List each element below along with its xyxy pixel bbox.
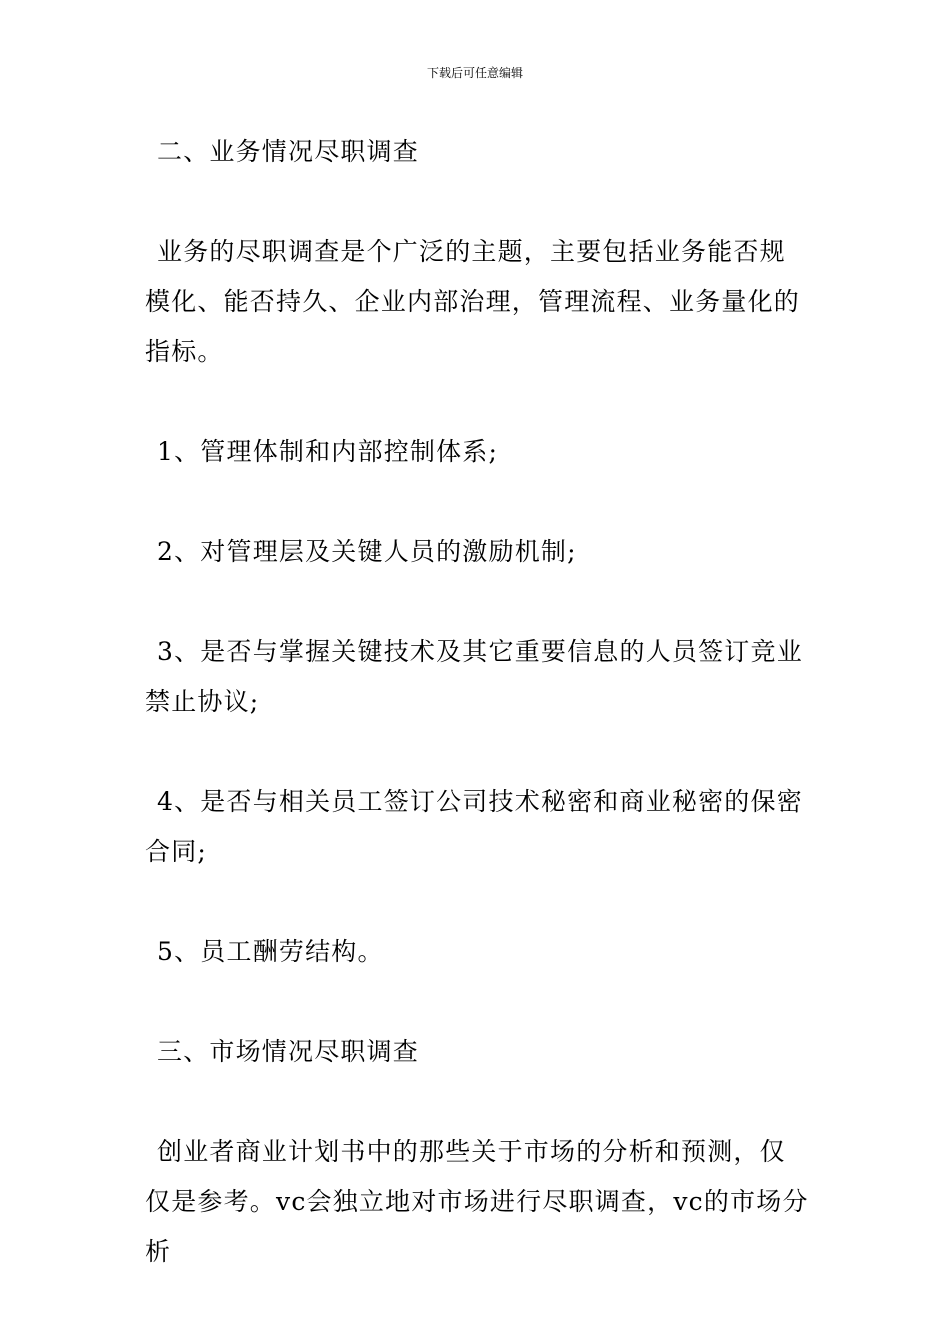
list-item-3: 3、是否与掌握关键技术及其它重要信息的人员签订竞业禁止协议; bbox=[145, 637, 803, 716]
list-item-5: 5、员工酬劳结构。 bbox=[157, 937, 384, 966]
list-item-2: 2、对管理层及关键人员的激励机制; bbox=[157, 537, 577, 566]
document-body bbox=[145, 127, 810, 1277]
paragraph-business-intro: 业务的尽职调查是个广泛的主题，主要包括业务能否规模化、能否持久、企业内部治理，管理流程、业务量化的指标。 bbox=[145, 237, 801, 366]
section-heading-market: 三、市场情况尽职调查 bbox=[157, 1037, 420, 1066]
paragraph-market-intro: 创业者商业计划书中的那些关于市场的分析和预测，仅仅是参考。vc会独立地对市场进行尽职调查，vc的市场分析 bbox=[145, 1137, 809, 1266]
page-header: 下载后可任意编辑 bbox=[426, 66, 523, 80]
list-item-1: 1、管理体制和内部控制体系; bbox=[157, 437, 499, 466]
list-item-4: 4、是否与相关员工签订公司技术秘密和商业秘密的保密合同; bbox=[145, 787, 803, 866]
section-heading-business: 二、业务情况尽职调查 bbox=[157, 137, 420, 166]
